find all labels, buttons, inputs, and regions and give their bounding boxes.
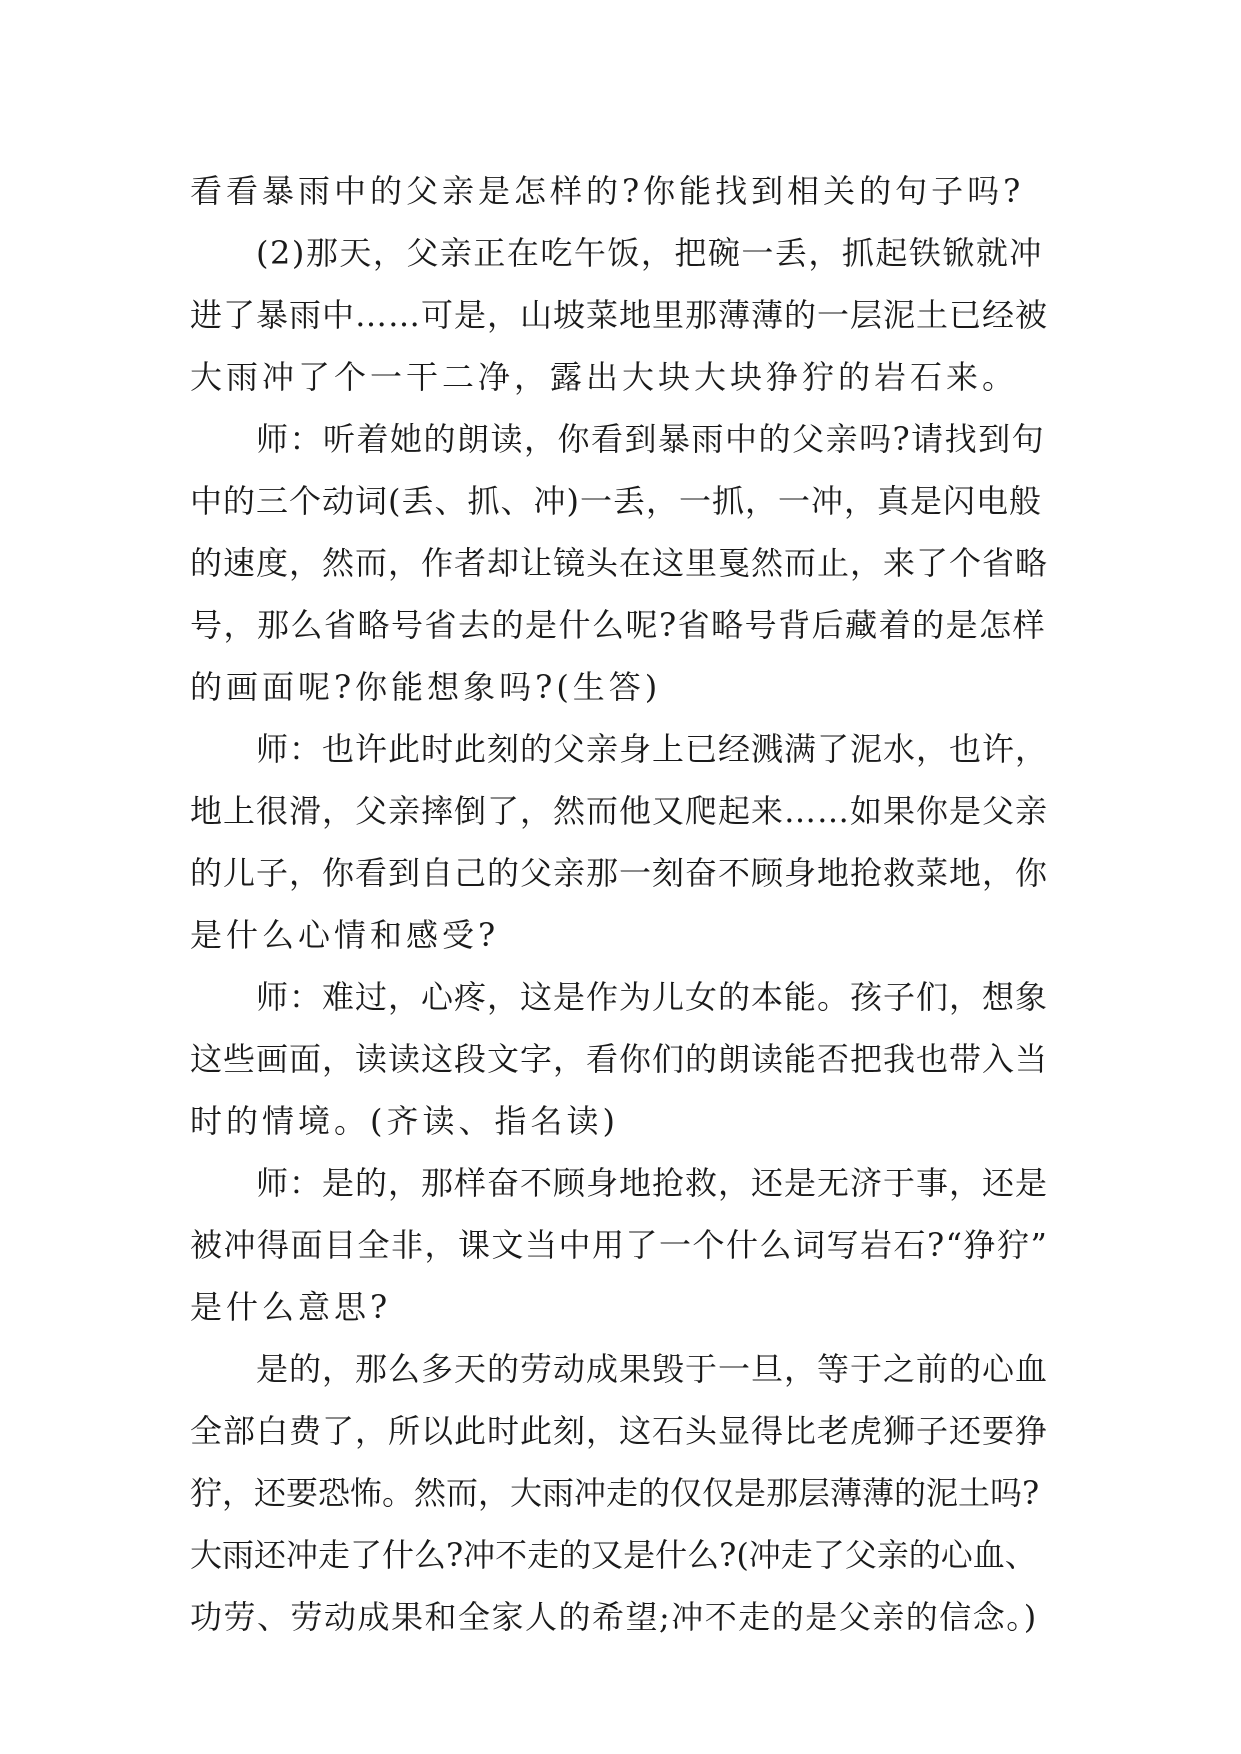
text-line: 进了暴雨中……可是，山坡菜地里那薄薄的一层泥土已经被 [190,296,1049,334]
text-line: 师：听着她的朗读，你看到暴雨中的父亲吗?请找到句 [256,420,1046,458]
text-line: 师：是的，那样奋不顾身地抢救，还是无济于事，还是 [256,1164,1049,1202]
text-line: 看看暴雨中的父亲是怎样的?你能找到相关的句子吗? [190,172,1025,210]
text-line: 的速度，然而，作者却让镜头在这里戛然而止，来了个省略 [190,544,1049,582]
text-line: 是什么意思? [190,1288,392,1326]
text-line: 全部白费了，所以此时此刻，这石头显得比老虎狮子还要狰 [190,1412,1049,1450]
text-line: 是什么心情和感受? [190,916,500,954]
text-line: 地上很滑，父亲摔倒了，然而他又爬起来……如果你是父亲 [190,792,1049,830]
text-line: 中的三个动词(丢、抓、冲)一丢，一抓，一冲，真是闪电般 [190,482,1042,520]
text-line: 时的情境。(齐读、指名读) [190,1102,619,1140]
text-line: 功劳、劳动成果和全家人的希望;冲不走的是父亲的信念。) [190,1598,1038,1636]
text-line: 号，那么省略号省去的是什么呢?省略号背后藏着的是怎样 [190,606,1047,644]
text-line: 的画面呢?你能想象吗?(生答) [190,668,662,706]
text-line: (2)那天，父亲正在吃午饭，把碗一丢，抓起铁锨就冲 [256,234,1043,272]
text-line: 师：也许此时此刻的父亲身上已经溅满了泥水，也许， [256,730,1049,768]
text-line: 这些画面，读读这段文字，看你们的朗读能否把我也带入当 [190,1040,1049,1078]
text-line: 大雨还冲走了什么?冲不走的又是什么?(冲走了父亲的心血、 [190,1536,1037,1574]
text-line: 狞，还要恐怖。然而，大雨冲走的仅仅是那层薄薄的泥土吗? [190,1474,1040,1512]
document-body [190,160,1050,1648]
text-line: 的儿子，你看到自己的父亲那一刻奋不顾身地抢救菜地，你 [190,854,1049,892]
text-line: 被冲得面目全非，课文当中用了一个什么词写岩石?“狰狞” [190,1226,1049,1264]
text-line: 是的，那么多天的劳动成果毁于一旦，等于之前的心血 [256,1350,1049,1388]
text-line: 大雨冲了个一干二净，露出大块大块狰狞的岩石来。 [190,358,1019,396]
text-line: 师：难过，心疼，这是作为儿女的本能。孩子们，想象 [256,978,1049,1016]
